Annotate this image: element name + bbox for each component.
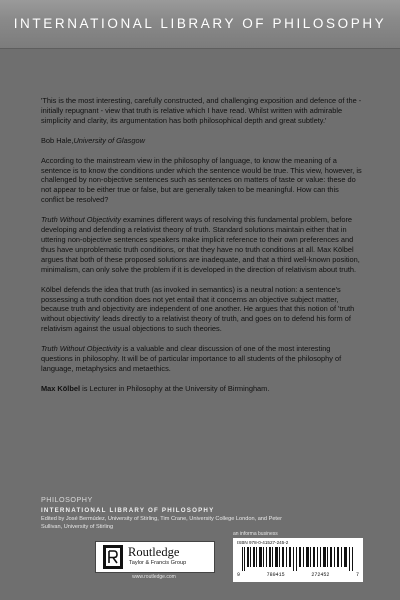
paragraph-1: According to the mainstream view in the philosophy of language, to know the meaning of a sentence is to know the conditions under which the sentence would be true. This view, however, is challenged by non-objective sentences such as sentences on matters of taste or value: these do not appear to be either true or false, but are generally taken to be meaningful. How can this conflict be resolved? xyxy=(41,155,362,205)
barcode xyxy=(233,538,363,582)
reviewer-university: University of Glasgow xyxy=(73,135,145,145)
series-header-band xyxy=(0,0,400,49)
routledge-logo-icon xyxy=(103,545,123,569)
review-quote: 'This is the most interesting, carefully constructed, and challenging exposition and defence of the - initially repugnant - view that truth is relative which I have read. Whilst written with admirable simplicity and clarity, its argumentation has both philosophical depth and great subtlety.' xyxy=(41,96,362,125)
barcode-digit-group: 272452 xyxy=(311,572,330,578)
back-cover-text xyxy=(41,96,363,404)
series-editors: Edited by José Bermúdez, University of Stirling, Tim Crane, University College London, and Peter Sullivan, University of Stirling xyxy=(41,516,282,530)
author-bio-text: is Lecturer in Philosophy at the University of Birmingham. xyxy=(80,383,270,393)
barcode-digit-group: 780415 xyxy=(266,572,285,578)
series-title: INTERNATIONAL LIBRARY OF PHILOSOPHY xyxy=(13,16,387,31)
barcode-digits xyxy=(237,572,359,578)
author-bio xyxy=(41,384,363,394)
paragraph-3: Kölbel defends the idea that truth (as invoked in semantics) is a neutral notion: a sentence's possessing a truth condition does not yet entail that it concerns an objective subject matter, because truth and objectivity are independent of one another. He argues that this notion of 'truth without objectivity' leads directly to a relativist theory of truth, and goes on to defend his form of relativism against the usual objections to such theories. xyxy=(41,284,355,334)
publisher-website: www.routledge.com xyxy=(132,574,176,580)
barcode-digit-group: 7 xyxy=(355,572,359,578)
series-name: INTERNATIONAL LIBRARY OF PHILOSOPHY xyxy=(41,507,215,514)
publisher-name: Routledge xyxy=(128,545,180,559)
barcode-icon xyxy=(242,547,354,571)
paragraph-4 xyxy=(41,344,363,374)
review-attribution xyxy=(41,136,363,146)
barcode-digit-group: 9 xyxy=(237,572,241,578)
author-name: Max Kölbel xyxy=(41,383,81,393)
publisher-logo xyxy=(95,541,215,573)
informa-tagline: an informa business xyxy=(233,531,278,537)
paragraph-2-text: examines different ways of resolving this fundamental problem, before developing and defending a relativist theory of truth. Standard solutions maintain either that in uttering non-objective sentences speakers make implicit reference to their own preferences and thus have unproblematic truth conditions, or that they have no truth conditions at all. Max Kölbel argues that both of these proposed solutions are inadequate, and that a third well-known position, minimalism, can only solve the problem if it is developed in the direction of relativism about truth. xyxy=(41,215,360,274)
paragraph-2 xyxy=(41,215,363,274)
paragraph-4-text: is a valuable and clear discussion of one of the most interesting questions in philosophy. It will be of particular importance to all students of the philosophy of language, metaphysics and metaethics. xyxy=(41,344,342,373)
reviewer-name: Bob Hale, xyxy=(41,135,74,145)
book-title-ref: Truth Without Objectivity xyxy=(41,215,121,225)
publisher-group: Taylor & Francis Group xyxy=(129,560,187,566)
book-title-ref: Truth Without Objectivity xyxy=(41,344,121,354)
subject-category: PHILOSOPHY xyxy=(41,495,93,504)
isbn-number: ISBN 978-0-41527-245-2 xyxy=(237,540,289,545)
